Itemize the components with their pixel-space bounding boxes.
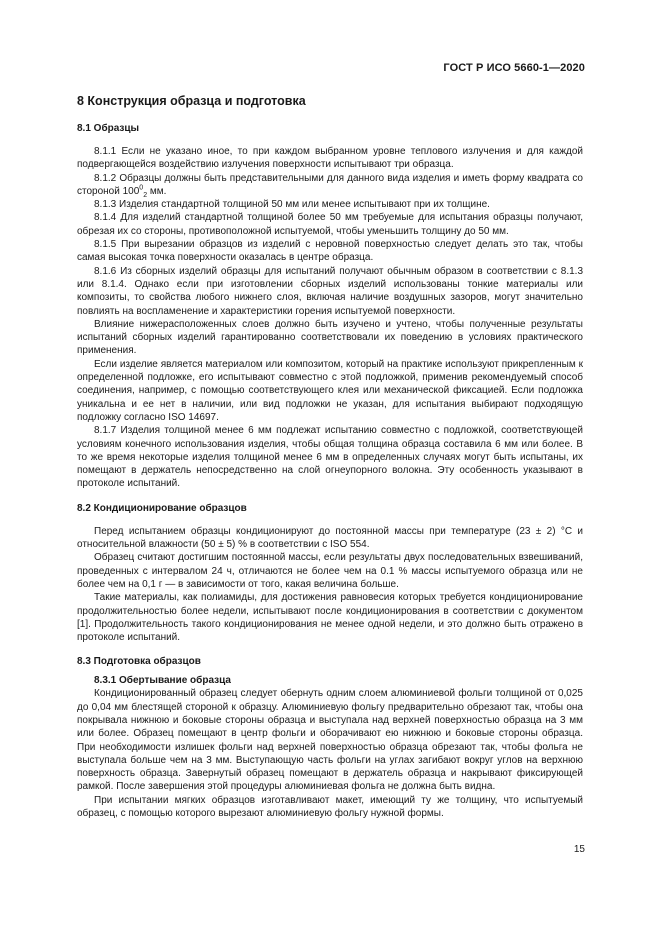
paragraph-8-1-4: 8.1.4 Для изделий стандартной толщиной более 50 мм требуемые для испытания образцы получают, обрезая их со стороны, противоположной испытуемой, чтобы уменьшить толщину до 50 мм. — [77, 212, 583, 237]
section-8-1-title: 8.1 Образцы — [77, 123, 140, 134]
paragraph-8-2-1: Перед испытанием образцы кондиционируют до постоянной массы при температуре (23 ± 2) °С и относительной влажности (50 ± 5) % в соответствии с ISO 554. — [77, 525, 583, 551]
paragraph-8-1-3: 8.1.3 Изделия стандартной толщиной 50 мм или менее испытывают при их толщине. — [94, 199, 490, 211]
paragraph-8-1-6-b: Влияние нижерасположенных слоев должно быть изучено и учтено, чтобы полученные результаты испытаний сборных изделий гарантированно соответствовали их поведению в условиях практического применения. — [77, 318, 583, 357]
paragraph-8-1-5: 8.1.5 При вырезании образцов из изделий с неровной поверхностью следует делать это так, чтобы самая высокая точка поверхности оказалась в центре образца. — [77, 239, 583, 264]
paragraph-8-2-3: Такие материалы, как полиамиды, для достижения равновесия которых требуется кондиционирование продолжительностью более недели, испытывают после кондиционирования в соответствии с документом [1]. Продолжительность такого кондиционирования не менее одной недели, и это должно быть отражено в протоколе испытаний. — [77, 592, 583, 644]
paragraph-8-3-1-1: Кондиционированный образец следует обернуть одним слоем алюминиевой фольги толщиной от 0,025 до 0,04 мм блестящей стороной к образцу. Алюминиевую фольгу предварительно обрезают так, чтобы она покрывала нижнюю и боковые стороны образца и выступала над верхней поверхностью образца на 3 мм или более. Образец помещают в центр фольги и оборачивают ею нижнюю и боковые стороны образца. При необходимости излишек фольги над верхней поверхностью образца обрезают так, чтобы фольга не выступала больше чем на 3 мм. Выступающую часть фольги на углах загибают вокруг углов на верхнюю поверхность образца. Завернутый образец помещают в держатель образца и накрывают фиксирующей рамкой. После завершения этой процедуры алюминиевая фольга не должна быть видна. — [77, 688, 583, 793]
section-8-2-title: 8.2 Кондиционирование образцов — [77, 502, 247, 514]
paragraph-8-1-2-text: 8.1.2 Образцы должны быть представительными для данного вида изделия и иметь форму квадрата со стороной 100 — [77, 172, 583, 197]
tolerance-sup: 0 — [139, 184, 144, 192]
tolerance-sub: 2 — [143, 191, 148, 199]
standard-header: ГОСТ Р ИСО 5660-1—2020 — [443, 62, 585, 74]
paragraph-8-1-2 — [77, 172, 583, 199]
paragraph-8-1-1: 8.1.1 Если не указано иное, то при каждом выбранном уровне теплового излучения и для каждой подвергающейся воздействию излучения поверхности испытывают три образца. — [77, 146, 583, 171]
paragraph-8-2-2: Образец считают достигшим постоянной массы, если результаты двух последовательных взвешиваний, проведенных с интервалом 24 ч, отличаются не более чем на 0.1 % массы испытуемого образца или не более чем на 0,1 г — в зависимости от того, какая величина больше. — [77, 552, 583, 590]
paragraph-8-3-1-2: При испытании мягких образцов изготавливают макет, имеющий ту же толщину, что испытуемый образец, с помощью которого вырезают алюминиевую фольгу нужной формы. — [77, 794, 583, 820]
section-8-3-title: 8.3 Подготовка образцов — [77, 656, 201, 668]
section-8-title: 8 Конструкция образца и подготовка — [77, 94, 306, 108]
section-8-3-1-title: 8.3.1 Обертывание образца — [94, 675, 231, 687]
paragraph-8-1-6: 8.1.6 Из сборных изделий образцы для испытаний получают обычным образом в соответствии с 8.1.3 или 8.1.4. Однако если при изготовлении сборных изделий использованы тонкие материалы или композиты, то свойства любого нижнего слоя, включая наличие воздушных зазоров, могут значительно повлиять на воспламенение и характеристики горения испытуемой поверхности. — [77, 265, 583, 317]
paragraph-8-1-6-c: Если изделие является материалом или композитом, который на практике используют прикрепленным к определенной подложке, его испытывают совместно с этой подложкой, применив рекомендуемый способ соединения, например, с помощью соответствующего клея или механической фиксацией. Если подложка уникальна и ее нет в наличии, или вид подложки не указан, для испытания выбирают подходящую подложку согласно ISO 14697. — [77, 358, 583, 423]
document-content — [77, 93, 583, 820]
paragraph-8-1-2-unit: мм. — [147, 185, 167, 197]
page-number: 15 — [573, 844, 585, 855]
paragraph-8-1-7: 8.1.7 Изделия толщиной менее 6 мм подлежат испытанию совместно с подложкой, соответствующей условиям конечного использования изделия, чтобы общая толщина образца составила 6 мм или более. В то же время некоторые изделия толщиной менее 6 мм в определенных случаях могут быть испытаны, их помещают в держатель непосредственно на слой огнеупорного волокна. Эту особенность указывают в протоколе испытаний. — [77, 425, 583, 490]
